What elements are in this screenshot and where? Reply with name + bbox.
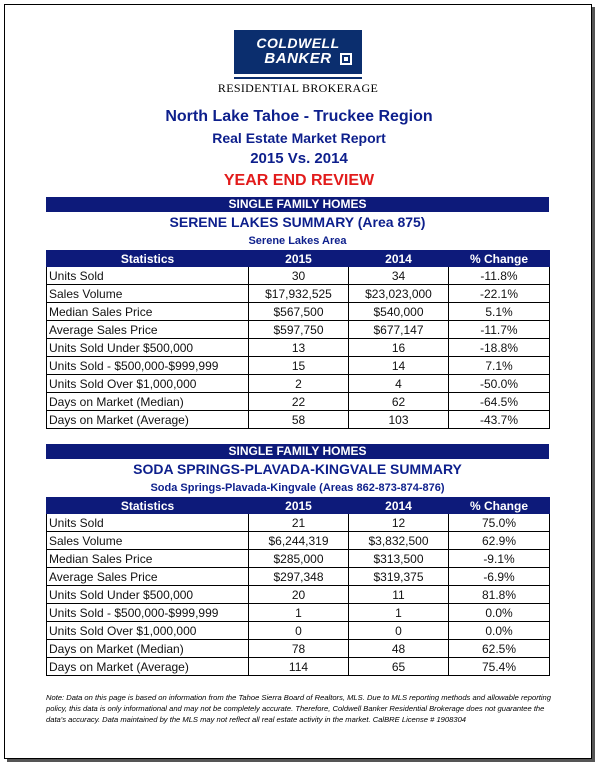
footnote: Note: Data on this page is based on information from the Tahoe Sierra Board of Realtors, MLS. Due to MLS reporting methods and allowable reporting policy, this data is only informational and may not be completely accurate. Therefore, Coldwell Banker Residential Brokerage does not guarantee the data's accuracy. Data maintained by the MLS may not reflect all real estate activity in the market. CalBRE License # 1908304 <box>46 693 551 724</box>
report-page <box>4 4 592 759</box>
value-2014-cell: 16 <box>349 339 449 357</box>
table-row <box>47 604 550 622</box>
logo-line-1: COLDWELL <box>256 35 340 51</box>
stat-label-cell: Days on Market (Median) <box>47 393 249 411</box>
value-2015-cell: 114 <box>249 658 349 676</box>
stat-label-cell: Average Sales Price <box>47 321 249 339</box>
table-row <box>47 640 550 658</box>
value-2014-cell: $3,832,500 <box>349 532 449 550</box>
value-2014-cell: 1 <box>349 604 449 622</box>
table-row <box>47 586 550 604</box>
section1-title: SERENE LAKES SUMMARY (Area 875) <box>169 214 426 230</box>
change-cell: 62.5% <box>449 640 550 658</box>
table-row <box>47 658 550 676</box>
change-cell: -50.0% <box>449 375 550 393</box>
value-2014-cell: $677,147 <box>349 321 449 339</box>
change-cell: 7.1% <box>449 357 550 375</box>
col-header-change: % Change <box>449 251 550 267</box>
stat-label-cell: Days on Market (Average) <box>47 411 249 429</box>
table-row <box>47 357 550 375</box>
change-cell: 75.4% <box>449 658 550 676</box>
table-row <box>47 285 550 303</box>
col-header-2015: 2015 <box>249 251 349 267</box>
change-cell: 5.1% <box>449 303 550 321</box>
value-2015-cell: 21 <box>249 514 349 532</box>
table-row <box>47 375 550 393</box>
value-2014-cell: 11 <box>349 586 449 604</box>
value-2015-cell: 20 <box>249 586 349 604</box>
table-header-row <box>47 498 550 514</box>
region-title: North Lake Tahoe - Truckee Region <box>165 108 433 125</box>
section1-table <box>46 250 550 429</box>
change-cell: 0.0% <box>449 622 550 640</box>
stat-label-cell: Units Sold Over $1,000,000 <box>47 375 249 393</box>
change-cell: -64.5% <box>449 393 550 411</box>
report-title: Real Estate Market Report <box>212 130 386 146</box>
stat-label-cell: Units Sold Over $1,000,000 <box>47 622 249 640</box>
value-2014-cell: 34 <box>349 267 449 285</box>
value-2015-cell: 0 <box>249 622 349 640</box>
value-2014-cell: 103 <box>349 411 449 429</box>
stat-label-cell: Units Sold Under $500,000 <box>47 339 249 357</box>
value-2014-cell: 65 <box>349 658 449 676</box>
table-row <box>47 339 550 357</box>
value-2014-cell: 12 <box>349 514 449 532</box>
change-cell: -18.8% <box>449 339 550 357</box>
table-row <box>47 568 550 586</box>
change-cell: -11.7% <box>449 321 550 339</box>
value-2015-cell: 1 <box>249 604 349 622</box>
value-2014-cell: 62 <box>349 393 449 411</box>
change-cell: 81.8% <box>449 586 550 604</box>
change-cell: 0.0% <box>449 604 550 622</box>
change-cell: -9.1% <box>449 550 550 568</box>
value-2015-cell: $567,500 <box>249 303 349 321</box>
col-header-statistics: Statistics <box>47 498 249 514</box>
value-2015-cell: $285,000 <box>249 550 349 568</box>
table-header-row <box>47 251 550 267</box>
table-row <box>47 393 550 411</box>
value-2014-cell: $540,000 <box>349 303 449 321</box>
section1-area: Serene Lakes Area <box>248 235 347 247</box>
value-2015-cell: 2 <box>249 375 349 393</box>
change-cell: -43.7% <box>449 411 550 429</box>
section2-area: Soda Springs-Plavada-Kingvale (Areas 862-873-874-876) <box>150 482 445 494</box>
value-2015-cell: 13 <box>249 339 349 357</box>
table-row <box>47 267 550 285</box>
change-cell: -22.1% <box>449 285 550 303</box>
value-2014-cell: $319,375 <box>349 568 449 586</box>
value-2015-cell: 78 <box>249 640 349 658</box>
value-2014-cell: 14 <box>349 357 449 375</box>
value-2015-cell: 58 <box>249 411 349 429</box>
stat-label-cell: Days on Market (Average) <box>47 658 249 676</box>
table-row <box>47 532 550 550</box>
stat-label-cell: Units Sold <box>47 267 249 285</box>
value-2015-cell: 30 <box>249 267 349 285</box>
value-2015-cell: $297,348 <box>249 568 349 586</box>
table-row <box>47 303 550 321</box>
table-row <box>47 622 550 640</box>
change-cell: 75.0% <box>449 514 550 532</box>
stat-label-cell: Units Sold - $500,000-$999,999 <box>47 357 249 375</box>
col-header-2015: 2015 <box>249 498 349 514</box>
logo-line-2: BANKER <box>264 50 332 67</box>
stat-label-cell: Median Sales Price <box>47 550 249 568</box>
logo-divider <box>234 77 362 79</box>
table-row <box>47 514 550 532</box>
change-cell: 62.9% <box>449 532 550 550</box>
change-cell: -11.8% <box>449 267 550 285</box>
section2-title: SODA SPRINGS-PLAVADA-KINGVALE SUMMARY <box>133 461 462 477</box>
table-row <box>47 411 550 429</box>
section2-band: SINGLE FAMILY HOMES <box>46 444 549 459</box>
change-cell: -6.9% <box>449 568 550 586</box>
value-2014-cell: $313,500 <box>349 550 449 568</box>
stat-label-cell: Sales Volume <box>47 532 249 550</box>
col-header-statistics: Statistics <box>47 251 249 267</box>
logo-mark-icon <box>340 53 352 65</box>
value-2015-cell: 22 <box>249 393 349 411</box>
value-2015-cell: $17,932,525 <box>249 285 349 303</box>
logo-tagline: RESIDENTIAL BROKERAGE <box>217 81 379 95</box>
col-header-2014: 2014 <box>349 251 449 267</box>
stat-label-cell: Median Sales Price <box>47 303 249 321</box>
section1-band: SINGLE FAMILY HOMES <box>46 197 549 212</box>
value-2015-cell: 15 <box>249 357 349 375</box>
value-2014-cell: 4 <box>349 375 449 393</box>
table-row <box>47 550 550 568</box>
value-2014-cell: 48 <box>349 640 449 658</box>
value-2014-cell: $23,023,000 <box>349 285 449 303</box>
value-2015-cell: $597,750 <box>249 321 349 339</box>
table-row <box>47 321 550 339</box>
stat-label-cell: Days on Market (Median) <box>47 640 249 658</box>
col-header-2014: 2014 <box>349 498 449 514</box>
value-2014-cell: 0 <box>349 622 449 640</box>
stat-label-cell: Average Sales Price <box>47 568 249 586</box>
stat-label-cell: Units Sold Under $500,000 <box>47 586 249 604</box>
comparison-title: 2015 Vs. 2014 <box>250 150 348 167</box>
stat-label-cell: Sales Volume <box>47 285 249 303</box>
value-2015-cell: $6,244,319 <box>249 532 349 550</box>
coldwell-banker-logo <box>234 30 362 74</box>
stat-label-cell: Units Sold - $500,000-$999,999 <box>47 604 249 622</box>
col-header-change: % Change <box>449 498 550 514</box>
section2-table <box>46 497 550 676</box>
review-title: YEAR END REVIEW <box>223 172 375 189</box>
stat-label-cell: Units Sold <box>47 514 249 532</box>
